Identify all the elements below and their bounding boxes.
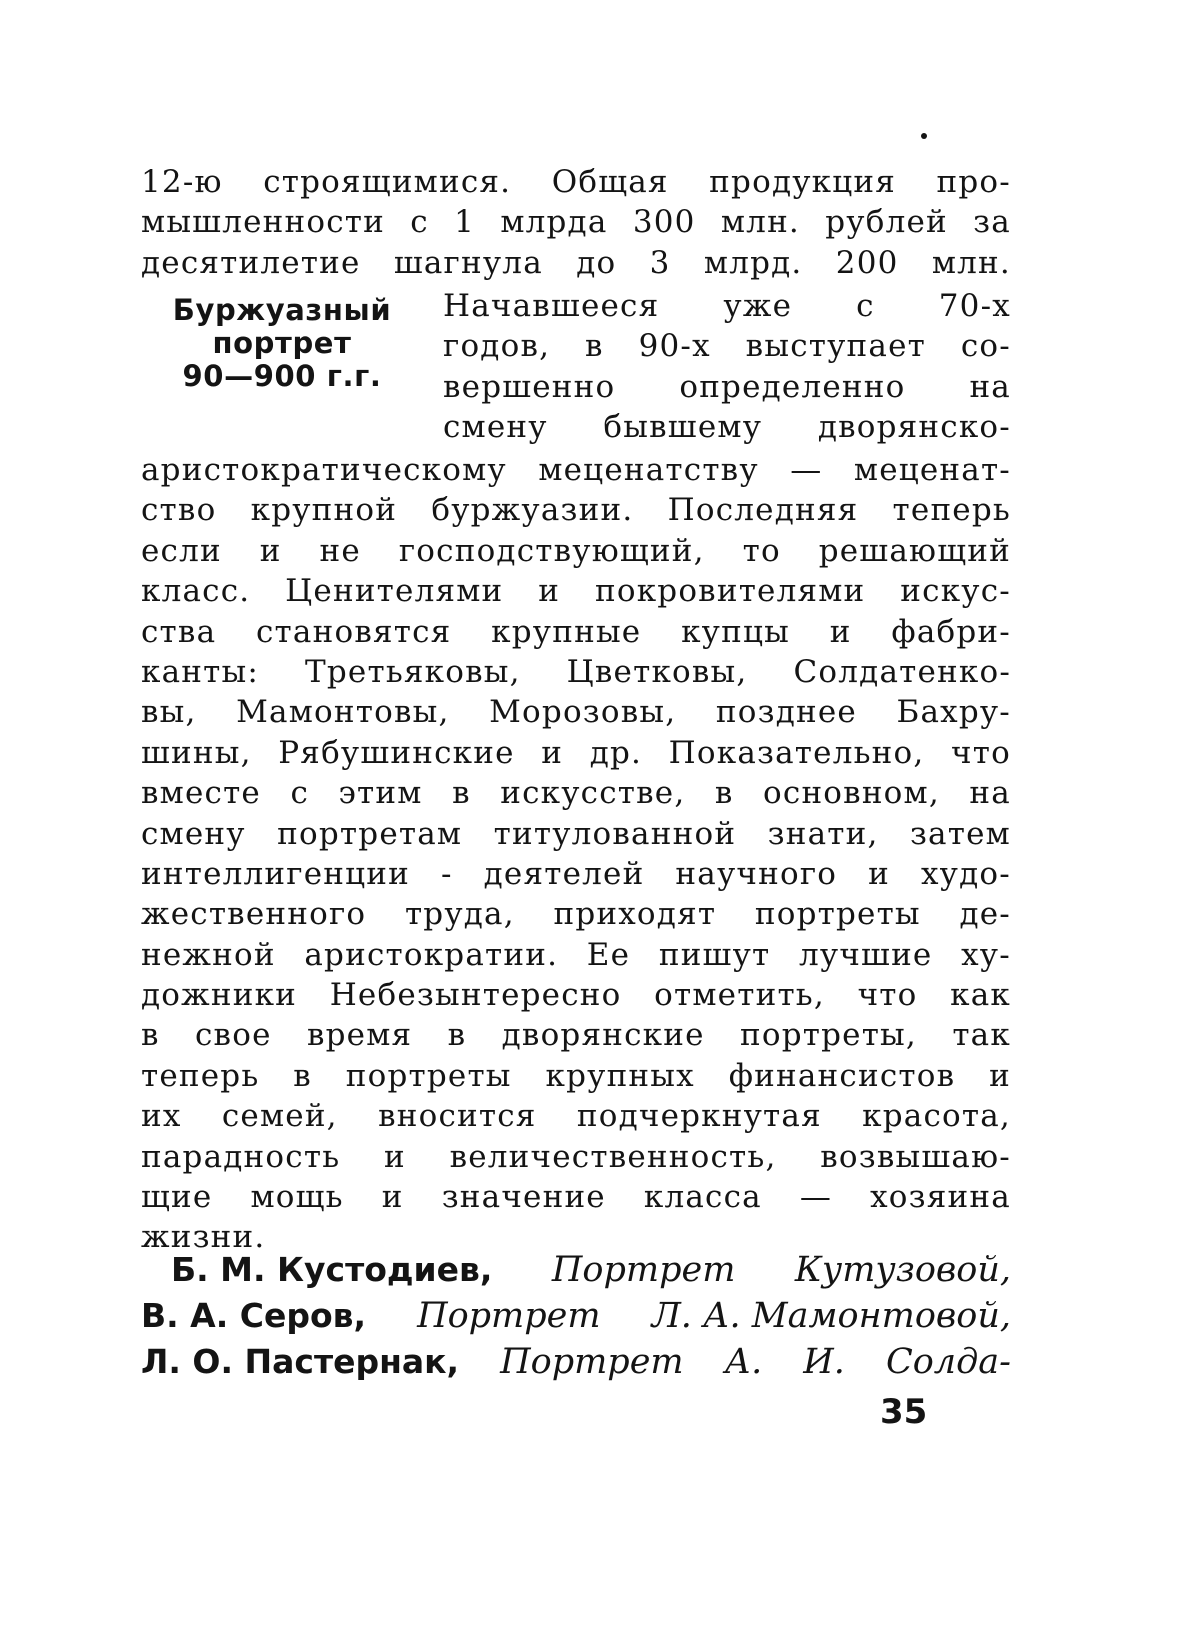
word: хозяина bbox=[870, 1179, 1011, 1216]
word: и bbox=[259, 532, 282, 569]
text-line bbox=[141, 894, 1011, 934]
artwork-title: Солда- bbox=[885, 1342, 1011, 1382]
word: в bbox=[452, 775, 471, 812]
word: Мамонтовы, bbox=[236, 694, 450, 731]
word: 90-х bbox=[638, 328, 711, 365]
word: и bbox=[384, 1138, 406, 1175]
word: аристократическому bbox=[141, 452, 507, 488]
word: вносится bbox=[378, 1098, 537, 1135]
text-line bbox=[141, 854, 1011, 894]
word: меценат- bbox=[853, 452, 1011, 488]
word: в bbox=[447, 1017, 467, 1054]
text-line bbox=[141, 773, 1011, 813]
text-line bbox=[443, 367, 1011, 407]
word: жизни. bbox=[141, 1219, 266, 1256]
word: если bbox=[141, 532, 222, 569]
word: приходят bbox=[553, 896, 717, 933]
text-line bbox=[141, 531, 1011, 571]
word: время bbox=[306, 1017, 413, 1054]
word: де- bbox=[959, 896, 1011, 933]
word: финансистов bbox=[728, 1057, 956, 1094]
top-paragraph bbox=[141, 162, 1011, 283]
word: рублей bbox=[825, 204, 948, 241]
word: то bbox=[742, 532, 781, 569]
word: их bbox=[141, 1098, 182, 1135]
word: этим bbox=[338, 775, 423, 812]
text-line bbox=[443, 407, 1011, 447]
text-line bbox=[141, 202, 1011, 242]
artwork-title: Портрет bbox=[417, 1296, 601, 1336]
word: господствующий, bbox=[398, 532, 705, 569]
word: меценатству bbox=[538, 452, 759, 488]
section-heading bbox=[141, 294, 423, 393]
artwork-title: И. bbox=[803, 1342, 845, 1382]
word: млрд. bbox=[703, 244, 803, 281]
text-line bbox=[141, 571, 1011, 611]
word: покровителями bbox=[594, 573, 866, 610]
word: 200 bbox=[835, 244, 899, 281]
text-line bbox=[141, 1015, 1011, 1055]
word: мышленности bbox=[141, 204, 386, 241]
word: до bbox=[576, 244, 617, 281]
word: вы, bbox=[141, 694, 197, 731]
text-line bbox=[443, 326, 1011, 366]
word: определенно bbox=[679, 368, 906, 405]
word: бывшему bbox=[603, 409, 763, 446]
word: купцы bbox=[681, 613, 790, 650]
word: щие bbox=[141, 1179, 213, 1216]
word: выступает bbox=[745, 328, 926, 365]
word: Ее bbox=[586, 936, 631, 973]
word: в bbox=[293, 1057, 312, 1094]
text-line bbox=[141, 243, 1011, 283]
word: и bbox=[868, 855, 890, 892]
word: как bbox=[950, 977, 1011, 1014]
word: и bbox=[829, 613, 852, 650]
word: интеллигенции bbox=[141, 855, 410, 892]
word: 1 bbox=[454, 204, 476, 241]
word: Морозовы, bbox=[489, 694, 677, 731]
word: шагнула bbox=[393, 244, 543, 281]
word: худо- bbox=[920, 855, 1011, 892]
word: мощь bbox=[250, 1179, 344, 1216]
word: искус- bbox=[900, 573, 1011, 610]
word: 70-х bbox=[938, 288, 1011, 324]
word: значение bbox=[441, 1179, 606, 1216]
main-paragraph bbox=[141, 450, 1011, 1258]
word: крупные bbox=[491, 613, 642, 650]
text-line bbox=[141, 490, 1011, 530]
word: и bbox=[541, 734, 564, 771]
word: портреты bbox=[345, 1057, 512, 1094]
text-line bbox=[141, 1137, 1011, 1177]
artwork-title: Л. А. Мамонтовой, bbox=[651, 1296, 1011, 1336]
word: семей, bbox=[221, 1098, 338, 1135]
word: Общая bbox=[551, 164, 669, 200]
word: жественного bbox=[141, 896, 367, 933]
artist-name: В. А. Серов, bbox=[141, 1296, 367, 1335]
word: крупной bbox=[250, 492, 398, 529]
word: 3 bbox=[649, 244, 671, 281]
word: класса bbox=[643, 1179, 762, 1216]
text-line bbox=[141, 733, 1011, 773]
word: дворянские bbox=[501, 1017, 705, 1054]
word: в bbox=[141, 1017, 160, 1054]
word: на bbox=[969, 368, 1011, 405]
word: дожники bbox=[141, 977, 298, 1014]
word: подчеркнутая bbox=[576, 1098, 822, 1135]
word: класс. bbox=[141, 573, 251, 610]
text-line bbox=[141, 612, 1011, 652]
word: с bbox=[856, 288, 875, 324]
word: не bbox=[319, 532, 361, 569]
text-line bbox=[141, 1096, 1011, 1136]
artwork-title: Портрет bbox=[500, 1342, 684, 1382]
word: красота, bbox=[862, 1098, 1011, 1135]
word: что bbox=[951, 734, 1011, 771]
word: затем bbox=[909, 815, 1011, 852]
word: — bbox=[790, 452, 823, 488]
artwork-title: Кутузовой, bbox=[794, 1250, 1011, 1290]
word: др. bbox=[589, 734, 643, 771]
word: так bbox=[952, 1017, 1011, 1054]
word: научного bbox=[675, 855, 838, 892]
word: портреты, bbox=[739, 1017, 917, 1054]
word: Бахру- bbox=[896, 694, 1011, 731]
text-line bbox=[141, 162, 1011, 202]
word: про- bbox=[936, 164, 1011, 200]
artwork-title: А. bbox=[724, 1342, 763, 1382]
word: парадность bbox=[141, 1138, 341, 1175]
word: Солдатенко- bbox=[793, 653, 1011, 690]
artwork-title: Портрет bbox=[551, 1250, 736, 1290]
word: дворянско- bbox=[817, 409, 1011, 446]
text-line bbox=[141, 692, 1011, 732]
word: ху- bbox=[961, 936, 1011, 973]
word: млн. bbox=[720, 204, 800, 241]
word: Ценителями bbox=[285, 573, 504, 610]
word: ства bbox=[141, 613, 217, 650]
ink-dot bbox=[921, 133, 927, 139]
word: смену bbox=[141, 815, 246, 852]
artist-name: Л. О. Пастернак, bbox=[141, 1342, 460, 1381]
heading-line: портрет bbox=[212, 326, 352, 360]
word: Последняя bbox=[667, 492, 859, 529]
word: за bbox=[973, 204, 1011, 241]
word: буржуазии. bbox=[431, 492, 634, 529]
word: труда, bbox=[404, 896, 515, 933]
credit-line bbox=[141, 1293, 1011, 1339]
word: в bbox=[585, 328, 604, 365]
word: пишут bbox=[658, 936, 771, 973]
word: вместе bbox=[141, 775, 261, 812]
word: со- bbox=[960, 328, 1011, 365]
word: крупных bbox=[545, 1057, 695, 1094]
word: с bbox=[290, 775, 310, 812]
word: знати, bbox=[767, 815, 879, 852]
word: Цветковы, bbox=[566, 653, 748, 690]
word: теперь bbox=[141, 1057, 260, 1094]
word: аристократии. bbox=[304, 936, 559, 973]
word: титулованной bbox=[493, 815, 737, 852]
word: шины, bbox=[141, 734, 252, 771]
word: портреты bbox=[754, 896, 921, 933]
credit-line bbox=[141, 1339, 1011, 1385]
word: на bbox=[969, 775, 1011, 812]
word: портретам bbox=[277, 815, 463, 852]
word: возвышаю- bbox=[820, 1138, 1011, 1175]
word: строящимися. bbox=[263, 164, 512, 200]
heading-line: 90—900 г.г. bbox=[182, 359, 382, 393]
word: основном, bbox=[763, 775, 940, 812]
heading-line: Буржуазный bbox=[172, 293, 392, 327]
word: лучшие bbox=[799, 936, 933, 973]
word: продукция bbox=[709, 164, 896, 200]
text-line bbox=[141, 652, 1011, 692]
word: смену bbox=[443, 409, 548, 446]
artist-name: Б. М. Кустодиев, bbox=[171, 1250, 493, 1289]
word: отметить, bbox=[654, 977, 825, 1014]
side-paragraph bbox=[443, 286, 1011, 448]
word: годов, bbox=[443, 328, 551, 365]
credit-line bbox=[141, 1247, 1011, 1293]
word: и bbox=[538, 573, 561, 610]
word: 12-ю bbox=[141, 164, 223, 200]
text-line bbox=[443, 286, 1011, 326]
word: в bbox=[714, 775, 734, 812]
word: Начавшееся bbox=[443, 288, 660, 324]
text-line bbox=[141, 1177, 1011, 1217]
word: десятилетие bbox=[141, 244, 361, 281]
word: Небезынтересно bbox=[329, 977, 622, 1014]
word: искусстве, bbox=[500, 775, 686, 812]
word: вершенно bbox=[443, 368, 616, 405]
word: млн. bbox=[931, 244, 1011, 281]
word: и bbox=[989, 1057, 1011, 1094]
word: деятелей bbox=[483, 855, 645, 892]
word: решающий bbox=[818, 532, 1011, 569]
word: — bbox=[799, 1179, 833, 1216]
word: Третьяковы, bbox=[305, 653, 521, 690]
word: величественность, bbox=[449, 1138, 777, 1175]
word: что bbox=[857, 977, 918, 1014]
word: становятся bbox=[256, 613, 452, 650]
word: - bbox=[440, 855, 453, 892]
word: Показательно, bbox=[668, 734, 925, 771]
text-line bbox=[141, 935, 1011, 975]
word: теперь bbox=[892, 492, 1011, 529]
word: свое bbox=[195, 1017, 272, 1054]
word: млрда bbox=[500, 204, 608, 241]
text-line bbox=[141, 1056, 1011, 1096]
word: позднее bbox=[715, 694, 857, 731]
text-line bbox=[141, 814, 1011, 854]
word: 300 bbox=[632, 204, 696, 241]
artwork-credits bbox=[141, 1247, 1011, 1385]
word: с bbox=[410, 204, 429, 241]
section-with-side-heading bbox=[141, 286, 1011, 450]
word: Рябушинские bbox=[278, 734, 515, 771]
text-line bbox=[141, 450, 1011, 490]
word: и bbox=[381, 1179, 404, 1216]
page-number: 35 bbox=[880, 1392, 928, 1432]
word: канты: bbox=[141, 653, 259, 690]
word: фабри- bbox=[891, 613, 1011, 650]
word: уже bbox=[723, 288, 793, 324]
text-line bbox=[141, 975, 1011, 1015]
word: нежной bbox=[141, 936, 276, 973]
word: ство bbox=[141, 492, 217, 529]
